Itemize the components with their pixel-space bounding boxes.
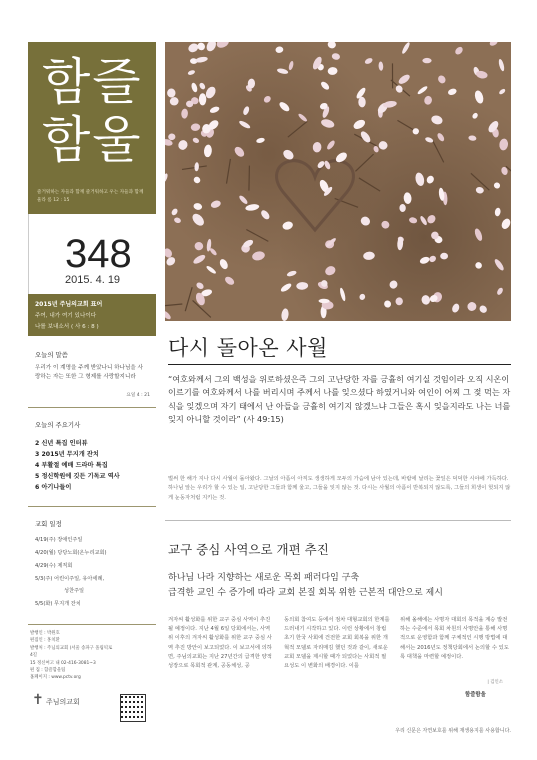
toc-item[interactable]: 6 아기나들이 [35,484,72,491]
petal [280,282,293,293]
petal [417,85,429,95]
logo-title-line1: 함즐 [42,53,143,111]
section-divider [28,506,156,507]
petal [192,253,207,265]
petal [331,53,340,61]
publisher-line: 발행처 : 주님의교회 (서울 송파구 올림픽로 4길 [30,645,113,659]
petal [498,88,506,95]
petal [359,215,371,227]
article-verse: “여호와께서 그의 백성을 위로하셨은즉 그의 고난당한 자를 긍휼히 여기실 것임이라 오직 시온이 이르기를 여호와께서 나를 버리시며 주께서 나를 잊으셨다 하였거니와 여인이 어찌 그 젖 먹는 자식을 잊겠으며 자기 태에서 난 아들을 긍휼히 여기지 않겠느냐 그들은 혹시 잊을지라도 나는 너를 잊지 아니할 것이라” (사 49:15) [168,374,511,425]
petal [245,203,260,211]
schedule-item: 성찬주일 [64,588,85,594]
petal [399,204,406,212]
article-lead: 벌써 한 해가 지나 다시 사월이 돌아왔다. 그날의 아픔이 아직도 생생하게 모두의 가슴에 남아 있는데, 바람에 날리는 꽃잎은 덕덕한 시야에 가득하다. 하나님 앞는 우리가 할 수 있는 일, 고난당한 그들과 함께 울고, 그들을 잊지 않는 것. 다시는 사월의 아픔이 반복되지 않도록, 그들의 희생이 헛되지 않게 눈동자처럼 지키는 것. [168,476,511,501]
issue-box [28,214,156,294]
petal [224,275,236,286]
petal [199,93,206,105]
petal [198,82,206,91]
petal [422,58,431,63]
petal [312,142,321,153]
petal [378,140,389,151]
article-title: 다시 돌아온 사월 [168,336,328,360]
church-logo [32,692,80,708]
petal [256,137,266,144]
petal [499,138,509,151]
section-divider [28,624,156,625]
petal [209,105,220,114]
petal [296,282,308,290]
theme-band [28,294,156,336]
petal [251,250,265,261]
petal [275,46,284,53]
section-divider [165,520,511,521]
petal [277,68,289,75]
petal [373,145,380,153]
story-subheadline: 하나님 나라 지향하는 새로운 목회 패러다임 구축 [168,573,360,583]
petal [205,265,217,275]
story-headline: 교구 중심 사역으로 개편 추진 [168,542,329,557]
petal [286,270,297,278]
petal [168,133,176,140]
schedule-item: 4/19(주) 장애인주일 [35,537,83,543]
petal [297,113,308,123]
twig [432,140,443,162]
petal [281,220,293,231]
twig [182,166,207,169]
petal [403,192,412,204]
petal [320,118,335,129]
petal [395,297,403,305]
title-rule [168,364,511,365]
petal [414,172,425,187]
petal [327,42,337,49]
twig [355,154,373,171]
petal [383,299,392,309]
petal [278,100,291,113]
petal [401,42,411,55]
petal [233,145,246,159]
petal [363,251,375,260]
petal [454,45,464,55]
petal [260,209,272,221]
petal [215,42,230,50]
petal [419,215,428,226]
petal [380,219,391,230]
petal [242,106,250,116]
logo-title-line2: 함울 [42,111,143,169]
twig [227,159,231,184]
petal [430,114,443,126]
petal [426,213,438,225]
petal [424,136,433,143]
petal [493,181,501,189]
publisher-line: 편 집 : 함즐함울팀 [30,668,66,674]
issue-date: 2015. 4. 19 [65,274,121,286]
petal [425,174,435,184]
petal [190,82,198,93]
schedule-item: 4/29(수) 제직회 [35,563,73,569]
toc-item[interactable]: 3 2015년 무지개 잔치 [35,451,99,458]
schedule-item: 5/3(주) 어린이주일, 유아세례, [35,576,105,582]
petal [397,73,411,86]
petal [318,299,329,304]
story-credit: | 김인소 [487,680,503,685]
petals-image [165,42,511,321]
petal [466,300,478,312]
petal [494,207,501,216]
petal [320,80,331,91]
petal [388,279,399,290]
petal [194,162,199,171]
petal [324,264,337,276]
petal [471,112,479,120]
petal [478,304,488,314]
petal [440,253,448,260]
petal [177,139,190,152]
petal [419,256,431,265]
masthead [28,42,156,294]
petal [474,261,483,270]
publisher-line: 홈페이지 : www.pctv.org [30,675,81,681]
petal [238,120,251,130]
recycled-paper-notice: 우리 신문은 자연보호를 위해 재생용지를 사용합니다. [395,728,511,734]
twig [249,166,250,191]
twig [185,287,192,311]
petal [203,144,212,157]
story-column: 겨자씨 활성화를 위한 교구 중심 사역이 추진될 예정이다. 지난 4월 6일 당회에서는, 사역위 이후의 겨자씨 활성화를 위한 교구 중심 사역 추진 방안이 보고되었다. 이 보고서에 의하면, 주님의교회는 지난 27년간의 급격한 양적 성장으로 목회적 관계, 공동체성, 공 [168,617,272,670]
petal [473,89,484,104]
petal [339,287,346,301]
petal [173,217,181,224]
church-logo-icon: ✝ [32,692,44,708]
petal [424,95,433,105]
petal [218,258,229,271]
petal [327,67,338,76]
issue-number: 348 [65,232,132,276]
publisher-info [30,630,115,682]
heart-drawing [277,161,354,230]
petal [475,186,484,194]
toc-heading: 오늘의 주요기사 [35,421,81,429]
petal [352,118,367,131]
today-word-text: 우리가 이 계명을 주께 받았나니 하나님을 사랑하는 자는 또한 그 형제를 사랑할지니라 [35,365,143,381]
today-word-heading: 오늘의 말씀 [35,351,68,359]
petal [187,42,200,54]
petal [428,254,437,263]
story-column: 위해 올해에는 사명자 대회의 목적을 계승 발전하는 수준에서 목회 차원의 사명안을 통해 사명적으로 운영함과 함께 구체적인 시행 방법에 대해서는 2016년도 정책당회에서 논의할 수 있도록 대책을 마련할 예정이다. [400,617,509,660]
schedule-item: 4/20(월) 당당노회(온누리교회) [35,550,107,556]
petal [192,137,200,144]
petal [359,293,366,301]
petal [187,69,195,76]
today-word-ref: 요일 4 : 21 [126,393,150,398]
story-subheadline: 급격한 교인 수 증가에 따라 교회 본질 회복 위한 근본적 대안으로 제시 [168,588,443,598]
petal [169,96,179,106]
petal [500,217,511,230]
petal [193,202,203,210]
petal [496,287,504,296]
petal [238,194,249,205]
story-column: 동의회 참여도 등에서 점차 대형교회의 한계를 드러내기 시작하고 있다. 이런 상황에서 창립 초기 한국 사회에 건전한 교회 회복을 위한 개혁적 모델로 자리매김 했던 것과 같이, 새로운 교회 모델을 제시할 때가 되었다는 사회적 필요성도 이 변화의 배경이다. 이를 [284,617,390,670]
schedule-heading: 교회 일정 [35,520,62,528]
petal [437,74,447,85]
theme-title: 2015년 주님의교회 표어 [35,301,103,308]
petal [489,42,499,47]
petal [281,308,289,321]
schedule-item: 5/5(화) 무지개 잔치 [35,601,81,607]
publisher-line: 편집인 : 홍치환 [30,638,60,644]
masthead-motto: 즐거워하는 자들과 함께 즐거워하고 우는 자들과 함께 울라 롬 12 : 15 [37,190,144,203]
sidebar [28,42,156,734]
petal [412,128,419,135]
petal [193,241,204,252]
toc-item[interactable]: 4 부활절 예배 드라마 특집 [35,462,108,469]
petal [378,61,383,70]
twig [165,304,182,306]
theme-line: 나를 보내소서 ( 사 6 : 8 ) [35,324,99,330]
petal [165,309,172,320]
petal [165,255,177,267]
petal [408,216,417,224]
petal [493,258,505,272]
petal [288,61,294,71]
theme-line: 주여, 내가 여기 있나이다 [35,313,97,319]
petal [192,175,201,184]
petal [498,58,506,71]
cover-photo [165,42,511,321]
petal [170,207,178,216]
petal [165,173,169,183]
petal [394,84,404,94]
petal [195,281,205,290]
twig [246,229,268,241]
toc-item[interactable]: 2 신년 특집 인터뷰 [35,440,88,447]
petal [421,294,431,305]
qr-code-icon[interactable] [120,694,146,722]
publisher-line: 15 정신여고 내 02-416-3081~3 [30,660,96,666]
toc-item[interactable]: 5 정신학원에 깃든 기독교 역사 [35,473,120,480]
publisher-line: 발행인 : 박원호 [30,631,60,636]
church-name: 주님의교회 [45,698,80,706]
petal [205,42,218,53]
petal [210,199,222,209]
petal [181,108,188,119]
petal [190,212,206,228]
petal [447,88,457,97]
petal [468,135,477,141]
petal [436,132,445,143]
petal [190,123,200,131]
twig [359,178,380,191]
section-divider [28,407,156,408]
petal [473,228,483,242]
petal [326,139,336,150]
petal [167,88,176,97]
petal [263,95,273,104]
story-byline: 함즐함울 [465,692,486,698]
twig [288,121,307,137]
petal [451,303,461,314]
petal [358,97,366,108]
petal [364,57,374,65]
